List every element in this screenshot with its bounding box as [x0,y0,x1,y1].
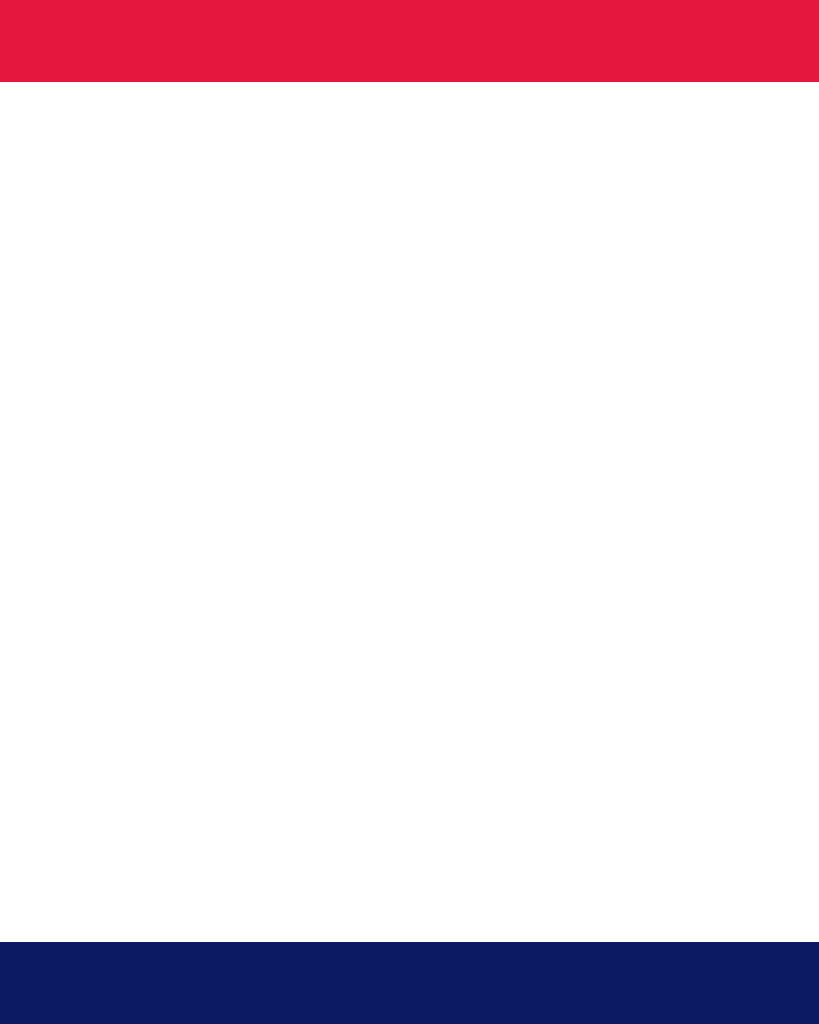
flyer-body [32,252,807,367]
red-stars-row [205,184,589,246]
top-star-band [0,0,819,82]
intro-paragraph-1 [32,252,807,283]
bottom-star-band [0,942,819,1024]
